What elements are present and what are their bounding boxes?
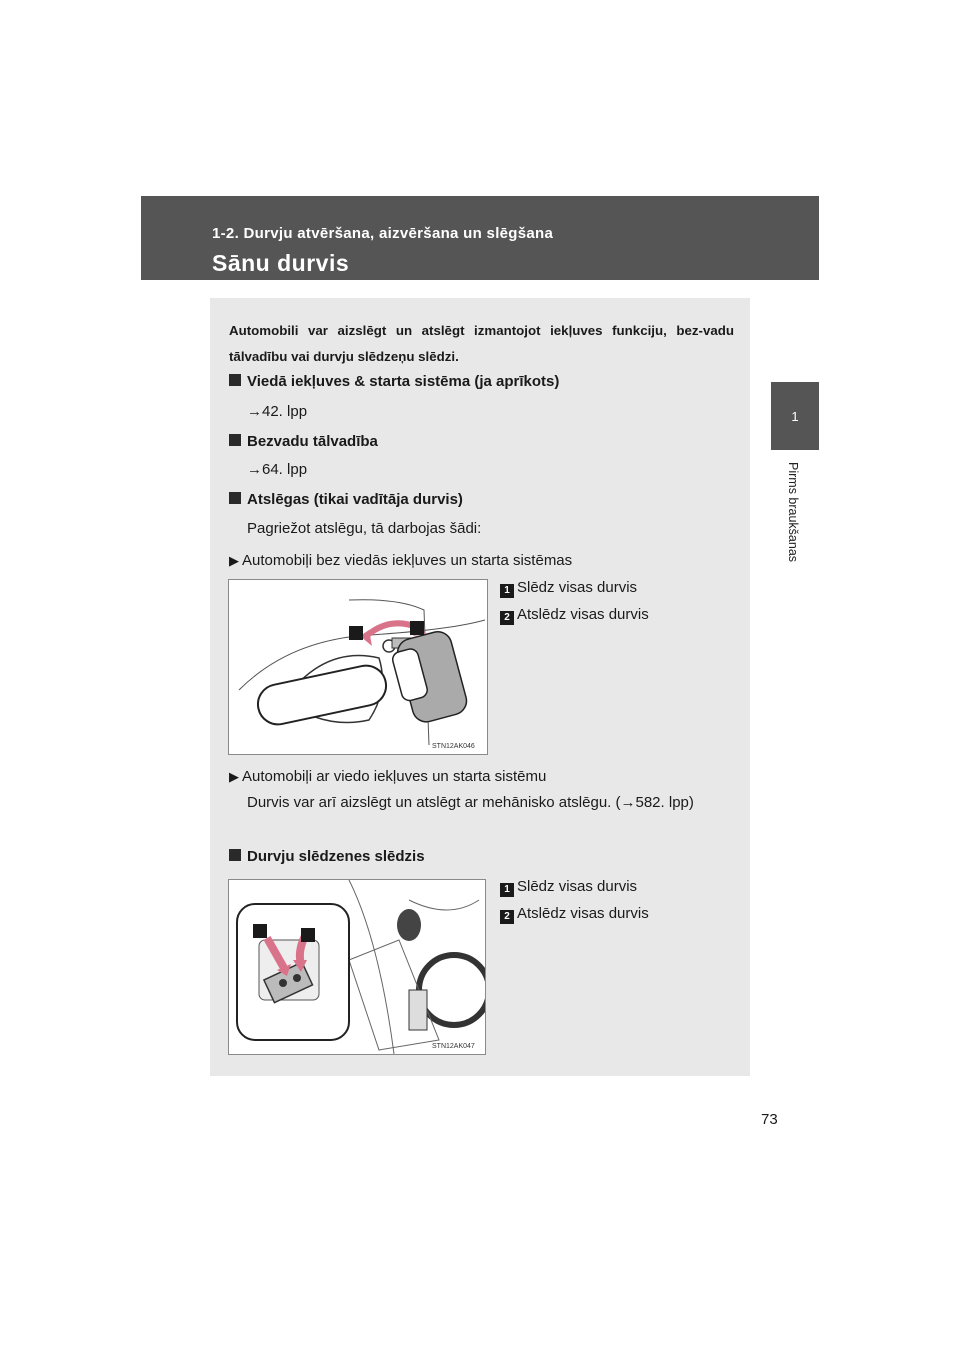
figure-door-key <box>228 579 488 755</box>
triangle-bullet-icon: ▶ <box>229 769 239 784</box>
square-bullet-icon <box>229 492 241 504</box>
ref-smart-entry: →42. lpp <box>247 403 308 420</box>
chapter-tab-label: Pirms braukšanas <box>786 462 800 563</box>
triangle-bullet-icon: ▶ <box>229 553 239 568</box>
door-lock-switch-illustration <box>229 880 485 1054</box>
square-bullet-icon <box>229 374 241 386</box>
intro-text: Automobili var aizslēgt un atslēgt izmantojot iekļuves funkciju, bez-vadu tālvadību vai durvju slēdzeņu slēdzi. <box>229 323 734 364</box>
legend2-item-2: 2 Atslēdz visas durvis <box>500 905 649 924</box>
figure-code: STN12AK047 <box>432 1043 475 1050</box>
door-key-illustration <box>229 580 487 754</box>
heading-door-lock-switch: Durvju slēdzenes slēdzis <box>229 848 425 865</box>
heading-keys: Atslēgas (tikai vadītāja durvis) <box>229 491 463 508</box>
heading-wireless-remote: Bezvadu tālvadība <box>229 433 378 450</box>
chapter-tab: 1 <box>771 382 819 450</box>
legend1-item-1: 1 Slēdz visas durvis <box>500 579 637 598</box>
bullet-with-smart: ▶ Automobiļi ar viedo iekļuves un starta sistēmu <box>229 768 547 785</box>
square-bullet-icon <box>229 434 241 446</box>
figure-code: STN12AK046 <box>432 743 475 750</box>
figure-door-lock-switch <box>228 879 486 1055</box>
callout-number-badge: 2 <box>500 910 514 924</box>
callout-number-badge: 1 <box>500 883 514 897</box>
legend2-item-1: 1 Slēdz visas durvis <box>500 878 637 897</box>
ref-wireless-remote: →64. lpp <box>247 461 308 478</box>
page-number: 73 <box>761 1111 778 1128</box>
mechanical-key-note: Durvis var arī aizslēgt un atslēgt ar mehānisko atslēgu. (→582. lpp) <box>247 794 694 811</box>
heading-smart-entry: Viedā iekļuves & starta sistēma (ja aprīkots) <box>229 373 559 390</box>
legend1-item-2: 2 Atslēdz visas durvis <box>500 606 649 625</box>
section-label: 1-2. Durvju atvēršana, aizvēršana un slēgšana <box>212 225 554 242</box>
page-title: Sānu durvis <box>212 250 350 276</box>
square-bullet-icon <box>229 849 241 861</box>
keys-body: Pagriežot atslēgu, tā darbojas šādi: <box>247 520 482 537</box>
callout-number-badge: 1 <box>500 584 514 598</box>
bullet-no-smart: ▶ Automobiļi bez viedās iekļuves un starta sistēmas <box>229 552 573 569</box>
callout-number-badge: 2 <box>500 611 514 625</box>
